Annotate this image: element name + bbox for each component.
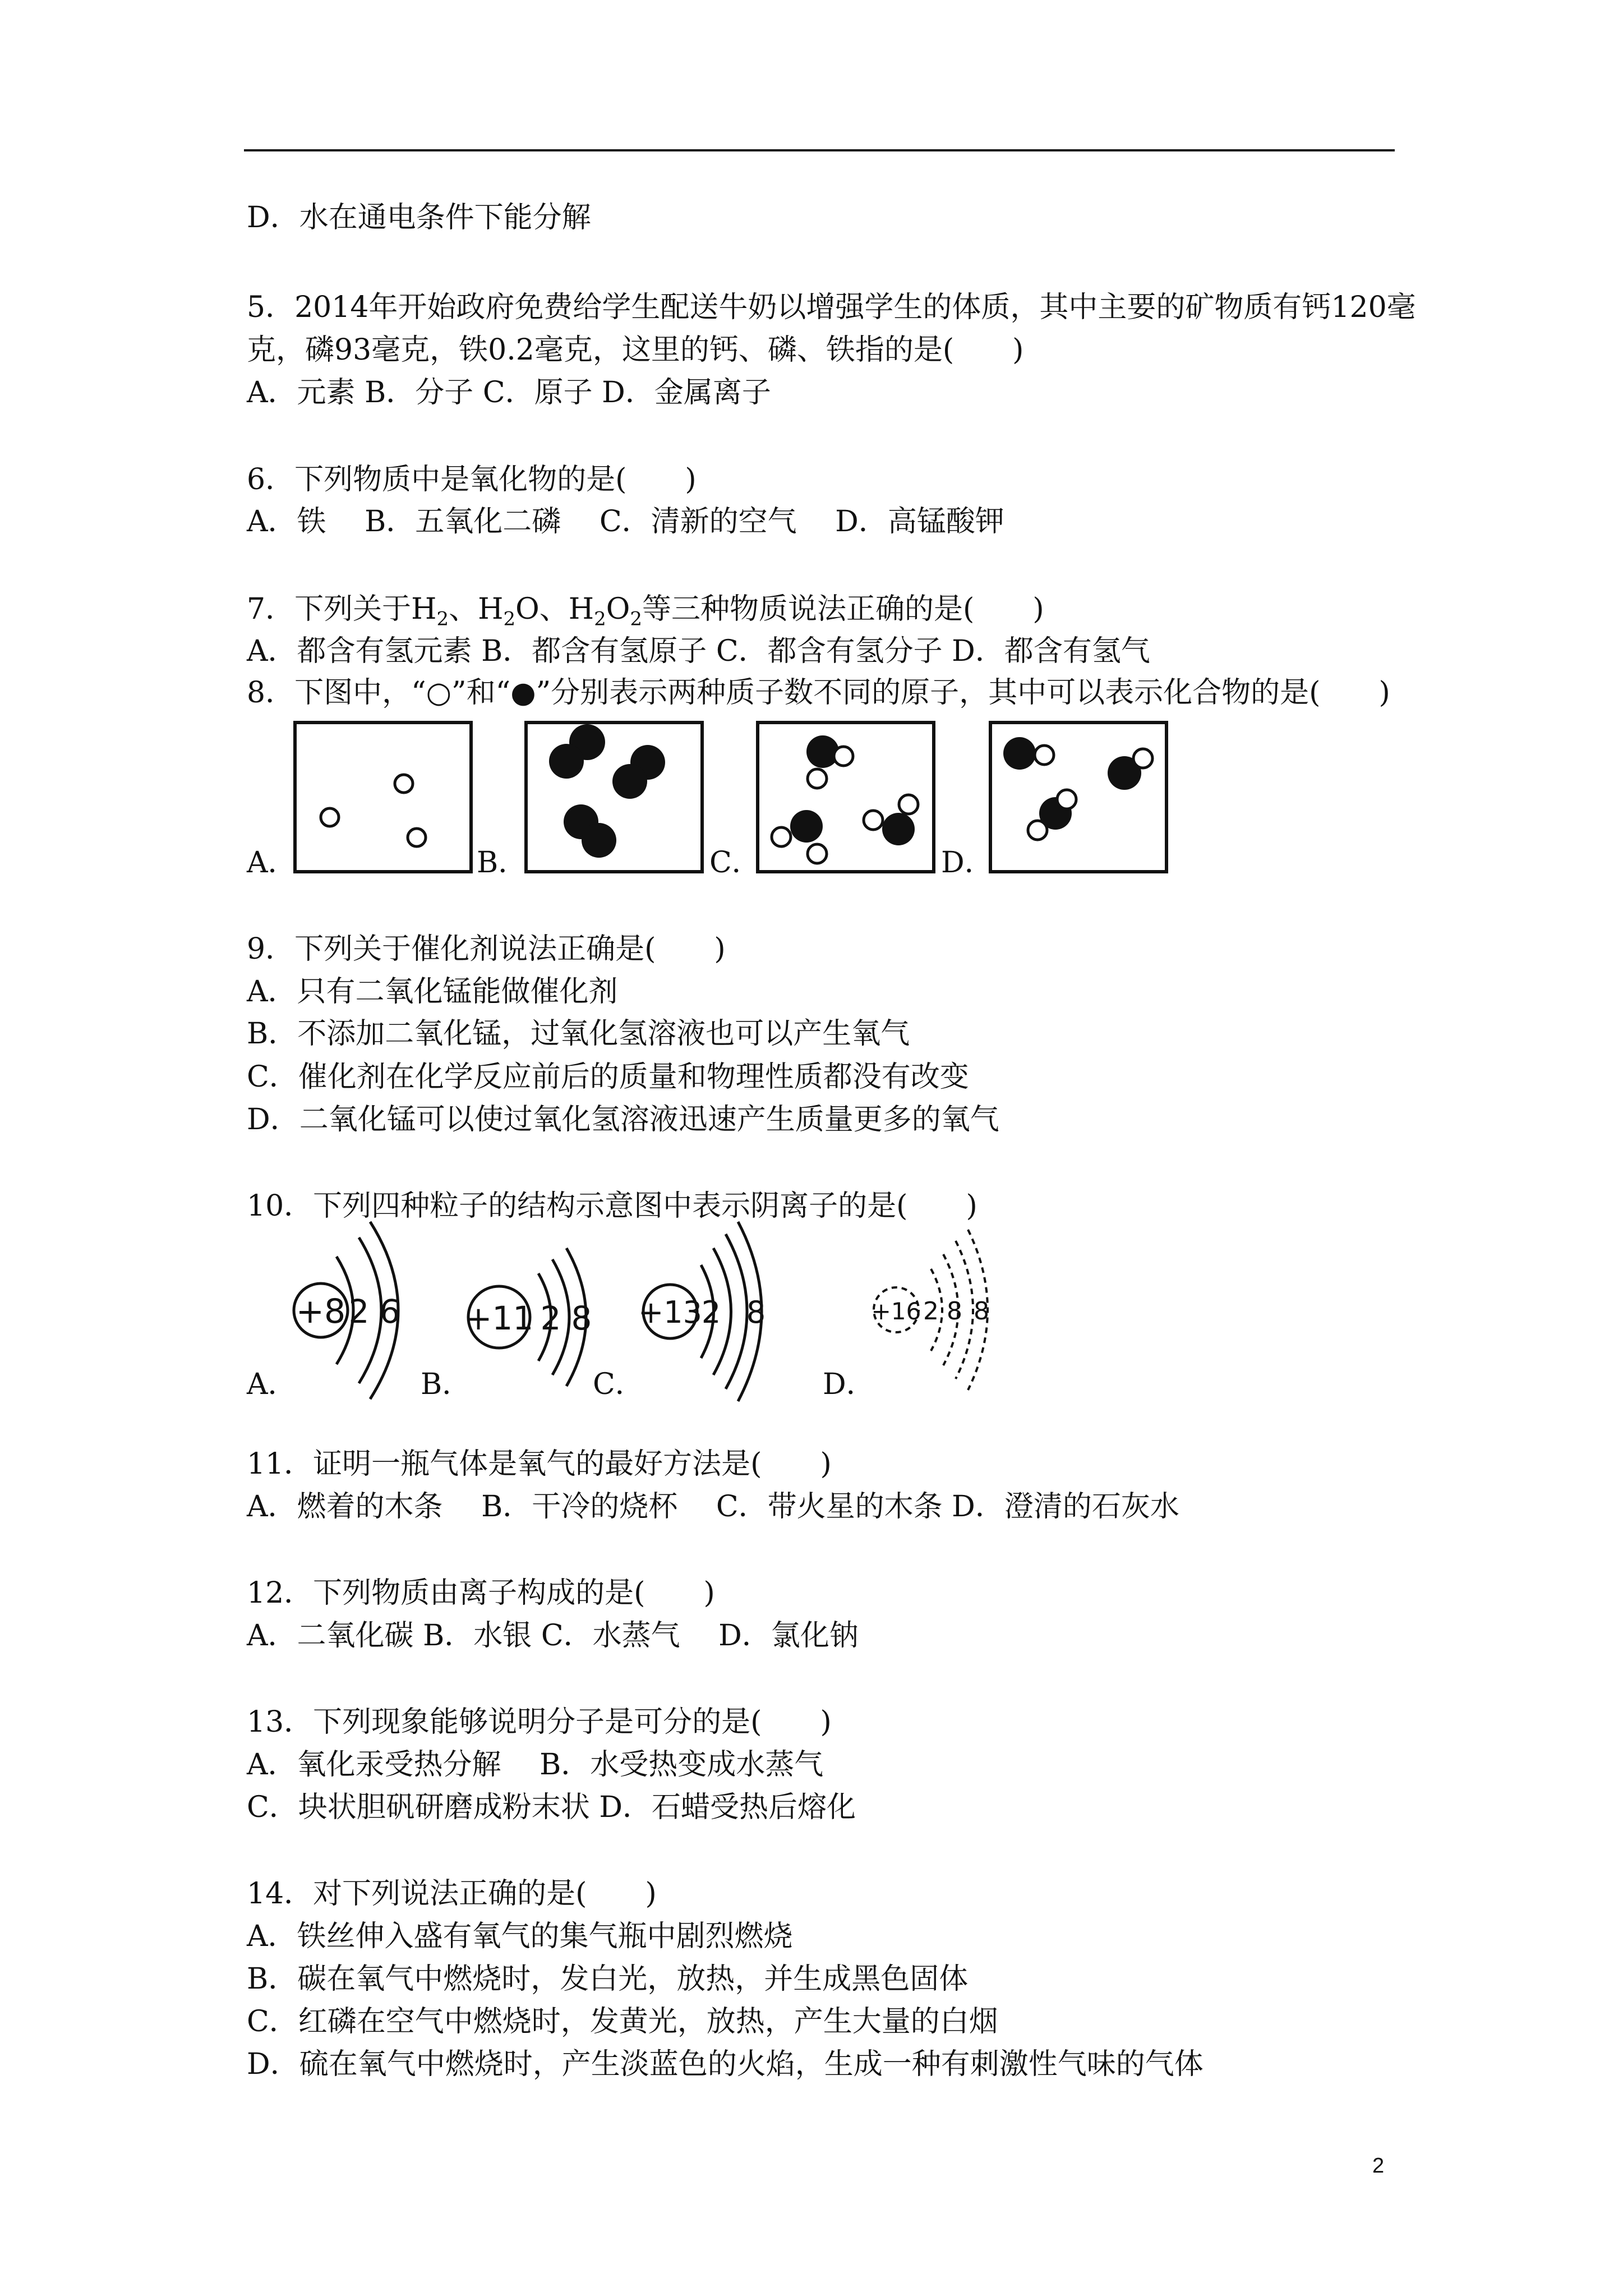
q13-options-2: C．块状胆矾研磨成粉末状 D．石蜡受热后熔化 bbox=[247, 1791, 856, 1824]
q6-stem: 6．下列物质中是氧化物的是( ) bbox=[247, 463, 697, 496]
atom-b-nucleus: +11 bbox=[464, 1299, 534, 1337]
q14-option-a: A．铁丝伸入盛有氧气的集气瓶中剧烈燃烧 bbox=[247, 1920, 793, 1953]
atom-b-shell-2: 8 bbox=[571, 1299, 592, 1337]
atom-label-d: D． bbox=[823, 1368, 875, 1401]
q14-option-c: C．红磷在空气中燃烧时，发黄光，放热，产生大量的白烟 bbox=[247, 2005, 998, 2039]
q9-stem: 9．下列关于催化剂说法正确是( ) bbox=[247, 932, 726, 966]
atom-a-shell-2: 6 bbox=[379, 1292, 400, 1331]
atom-d-nucleus: +16 bbox=[871, 1297, 921, 1325]
q10-stem: 10．下列四种粒子的结构示意图中表示阴离子的是( ) bbox=[247, 1189, 978, 1223]
q12-options: A．二氧化碳 B．水银 C．水蒸气 D．氯化钠 bbox=[247, 1619, 859, 1653]
q4-option-d: D．水在通电条件下能分解 bbox=[247, 201, 591, 234]
atom-label-a: A． bbox=[247, 1368, 297, 1401]
atom-d-shell-1: 2 bbox=[923, 1297, 939, 1326]
atom-c-nucleus: +13 bbox=[638, 1295, 702, 1330]
q7-stem: 7．下列关于$H_2$、$H_2O$、$H_2O_2$等三种物质说法正确的是( ) bbox=[247, 592, 1044, 631]
q7-options: A．都含有氢元素 B．都含有氢原子 C．都含有氢分子 D．都含有氢气 bbox=[247, 634, 1150, 668]
atom-c-shell-2: 8 bbox=[746, 1295, 766, 1330]
figure-label-a: A． bbox=[247, 846, 297, 880]
atom-label-c: C． bbox=[593, 1368, 644, 1401]
figure-label-d: D． bbox=[941, 846, 994, 880]
q9-option-b: B．不添加二氧化锰，过氧化氢溶液也可以产生氧气 bbox=[247, 1017, 910, 1051]
q9-option-c: C．催化剂在化学反应前后的质量和物理性质都没有改变 bbox=[247, 1060, 969, 1094]
q6-options: A．铁 B．五氧化二磷 C．清新的空气 D．高锰酸钾 bbox=[247, 505, 1004, 539]
atom-d-shell-3: 8 bbox=[974, 1297, 989, 1326]
page-number: 2 bbox=[1372, 2154, 1385, 2178]
atom-c-shell-1: 2 bbox=[701, 1295, 721, 1330]
q11-stem: 11．证明一瓶气体是氧气的最好方法是( ) bbox=[247, 1447, 832, 1481]
q14-stem: 14．对下列说法正确的是( ) bbox=[247, 1877, 657, 1911]
q11-options: A．燃着的木条 B．干冷的烧杯 C．带火星的木条 D．澄清的石灰水 bbox=[247, 1490, 1179, 1524]
figure-label-c: C． bbox=[709, 846, 761, 880]
q14-option-d: D．硫在氧气中燃烧时，产生淡蓝色的火焰，生成一种有刺激性气味的气体 bbox=[247, 2047, 1204, 2081]
atom-label-b: B． bbox=[421, 1368, 472, 1401]
q8-stem: 8．下图中，“○”和“●”分别表示两种质子数不同的原子，其中可以表示化合物的是( ) bbox=[247, 676, 1390, 710]
q9-option-a: A．只有二氧化锰能做催化剂 bbox=[247, 975, 618, 1009]
atom-a-nucleus: +8 bbox=[296, 1292, 346, 1331]
atom-a-shell-1: 2 bbox=[348, 1292, 370, 1331]
q13-stem: 13．下列现象能够说明分子是可分的是( ) bbox=[247, 1705, 832, 1739]
atom-b-shell-1: 2 bbox=[540, 1299, 561, 1337]
figure-label-b: B． bbox=[477, 846, 528, 880]
q5-stem-line1: 5．2014年开始政府免费给学生配送牛奶以增强学生的体质，其中主要的矿物质有钙120毫 bbox=[247, 291, 1416, 324]
q5-stem-line2: 克，磷93毫克，铁0.2毫克，这里的钙、磷、铁指的是( ) bbox=[247, 333, 1024, 367]
q5-options: A．元素 B．分子 C．原子 D．金属离子 bbox=[247, 376, 771, 409]
q12-stem: 12．下列物质由离子构成的是( ) bbox=[247, 1576, 715, 1610]
q13-options-1: A．氧化汞受热分解 B．水受热变成水蒸气 bbox=[247, 1748, 824, 1782]
q14-option-b: B．碳在氧气中燃烧时，发白光，放热，并生成黑色固体 bbox=[247, 1962, 969, 1996]
q9-option-d: D．二氧化锰可以使过氧化氢溶液迅速产生质量更多的氧气 bbox=[247, 1103, 999, 1137]
atom-d-shell-2: 8 bbox=[947, 1297, 962, 1326]
